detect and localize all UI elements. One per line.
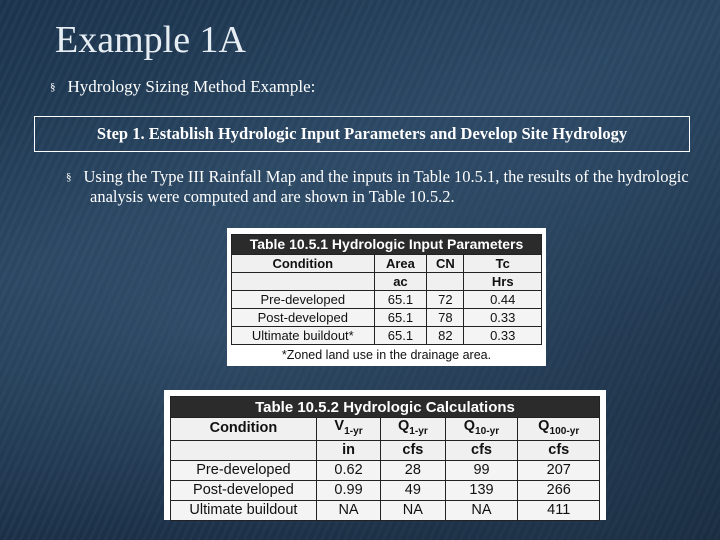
column-header: Tc [464,255,542,273]
table-cell: 0.99 [316,480,380,500]
table-header-row [171,418,600,441]
table-cell: 0.62 [316,460,380,480]
column-header-sub: 100-yr [549,425,580,437]
table-footnote: *Zoned land use in the drainage area. [281,348,492,362]
unit-cell: cfs [445,440,518,460]
bullet-marker-icon: § [50,81,56,93]
table-row [171,500,600,520]
table-hydrologic-calculations [164,390,606,520]
table-title: Table 10.5.1 Hydrologic Input Parameters [232,235,542,255]
unit-cell [427,273,464,291]
column-header: CN [427,255,464,273]
column-header-sub: 10-yr [475,425,500,437]
column-header [381,418,445,441]
table-units-row [171,440,600,460]
slide-title: Example 1A [55,19,247,61]
table-cell: Post-developed [171,480,317,500]
unit-cell: cfs [381,440,445,460]
column-header-main: Q [463,418,476,434]
table-cell: 65.1 [374,291,427,309]
table-hydrologic-input-parameters [227,228,546,366]
unit-cell: Hrs [464,273,542,291]
table-cell: Pre-developed [232,291,375,309]
table-cell: 72 [427,291,464,309]
table-row [232,327,542,345]
table-row [171,460,600,480]
table-cell: NA [381,500,445,520]
table-cell: 99 [445,460,518,480]
bullet-analysis-description [66,167,720,206]
column-header: Area [374,255,427,273]
table-cell: Post-developed [232,309,375,327]
table-row [232,309,542,327]
column-header [518,418,600,441]
table-cell: 28 [381,460,445,480]
table-cell: Ultimate buildout [171,500,317,520]
bullet-text: Hydrology Sizing Method Example: [67,77,316,96]
table-cell: Ultimate buildout* [232,327,375,345]
input-parameters-table [231,234,542,345]
bullet-hydrology-method [50,77,315,97]
table-cell: 78 [427,309,464,327]
table-header-row [232,255,542,273]
column-header [171,418,317,441]
column-header-main: Condition [209,420,278,437]
table-cell: Pre-developed [171,460,317,480]
column-header: Condition [232,255,375,273]
table-row [232,291,542,309]
unit-cell [171,440,317,460]
table-cell: 139 [445,480,518,500]
table-cell: 207 [518,460,600,480]
table-cell: 65.1 [374,309,427,327]
table-cell: 49 [381,480,445,500]
table-cell: 411 [518,500,600,520]
table-cell: 0.33 [464,327,542,345]
table-cell: NA [316,500,380,520]
step-box: Step 1. Establish Hydrologic Input Parameters and Develop Site Hydrology [34,116,690,152]
table-cell: NA [445,500,518,520]
column-header [316,418,380,441]
table-title: Table 10.5.2 Hydrologic Calculations [171,397,600,418]
bullet-marker-icon: § [66,171,72,183]
table-cell: 82 [427,327,464,345]
unit-cell: in [316,440,380,460]
column-header-main: Q [397,418,410,434]
table-cell: 0.44 [464,291,542,309]
column-header-main: Q [538,418,550,434]
unit-cell: cfs [518,440,600,460]
column-header-sub: 1-yr [409,425,428,437]
unit-cell [232,273,375,291]
column-header [445,418,518,441]
unit-cell: ac [374,273,427,291]
table-cell: 266 [518,480,600,500]
table-cell: 65.1 [374,327,427,345]
table-cell: 0.33 [464,309,542,327]
column-header-main: V [334,418,345,434]
table-row [171,480,600,500]
column-header-sub: 1-yr [344,425,363,437]
bullet-text: Using the Type III Rainfall Map and the inputs in Table 10.5.1, the results of the hydrologic analysis were computed and are shown in Table 10.5.2. [83,167,689,206]
table-units-row [232,273,542,291]
hydrologic-calculations-table [170,396,600,521]
